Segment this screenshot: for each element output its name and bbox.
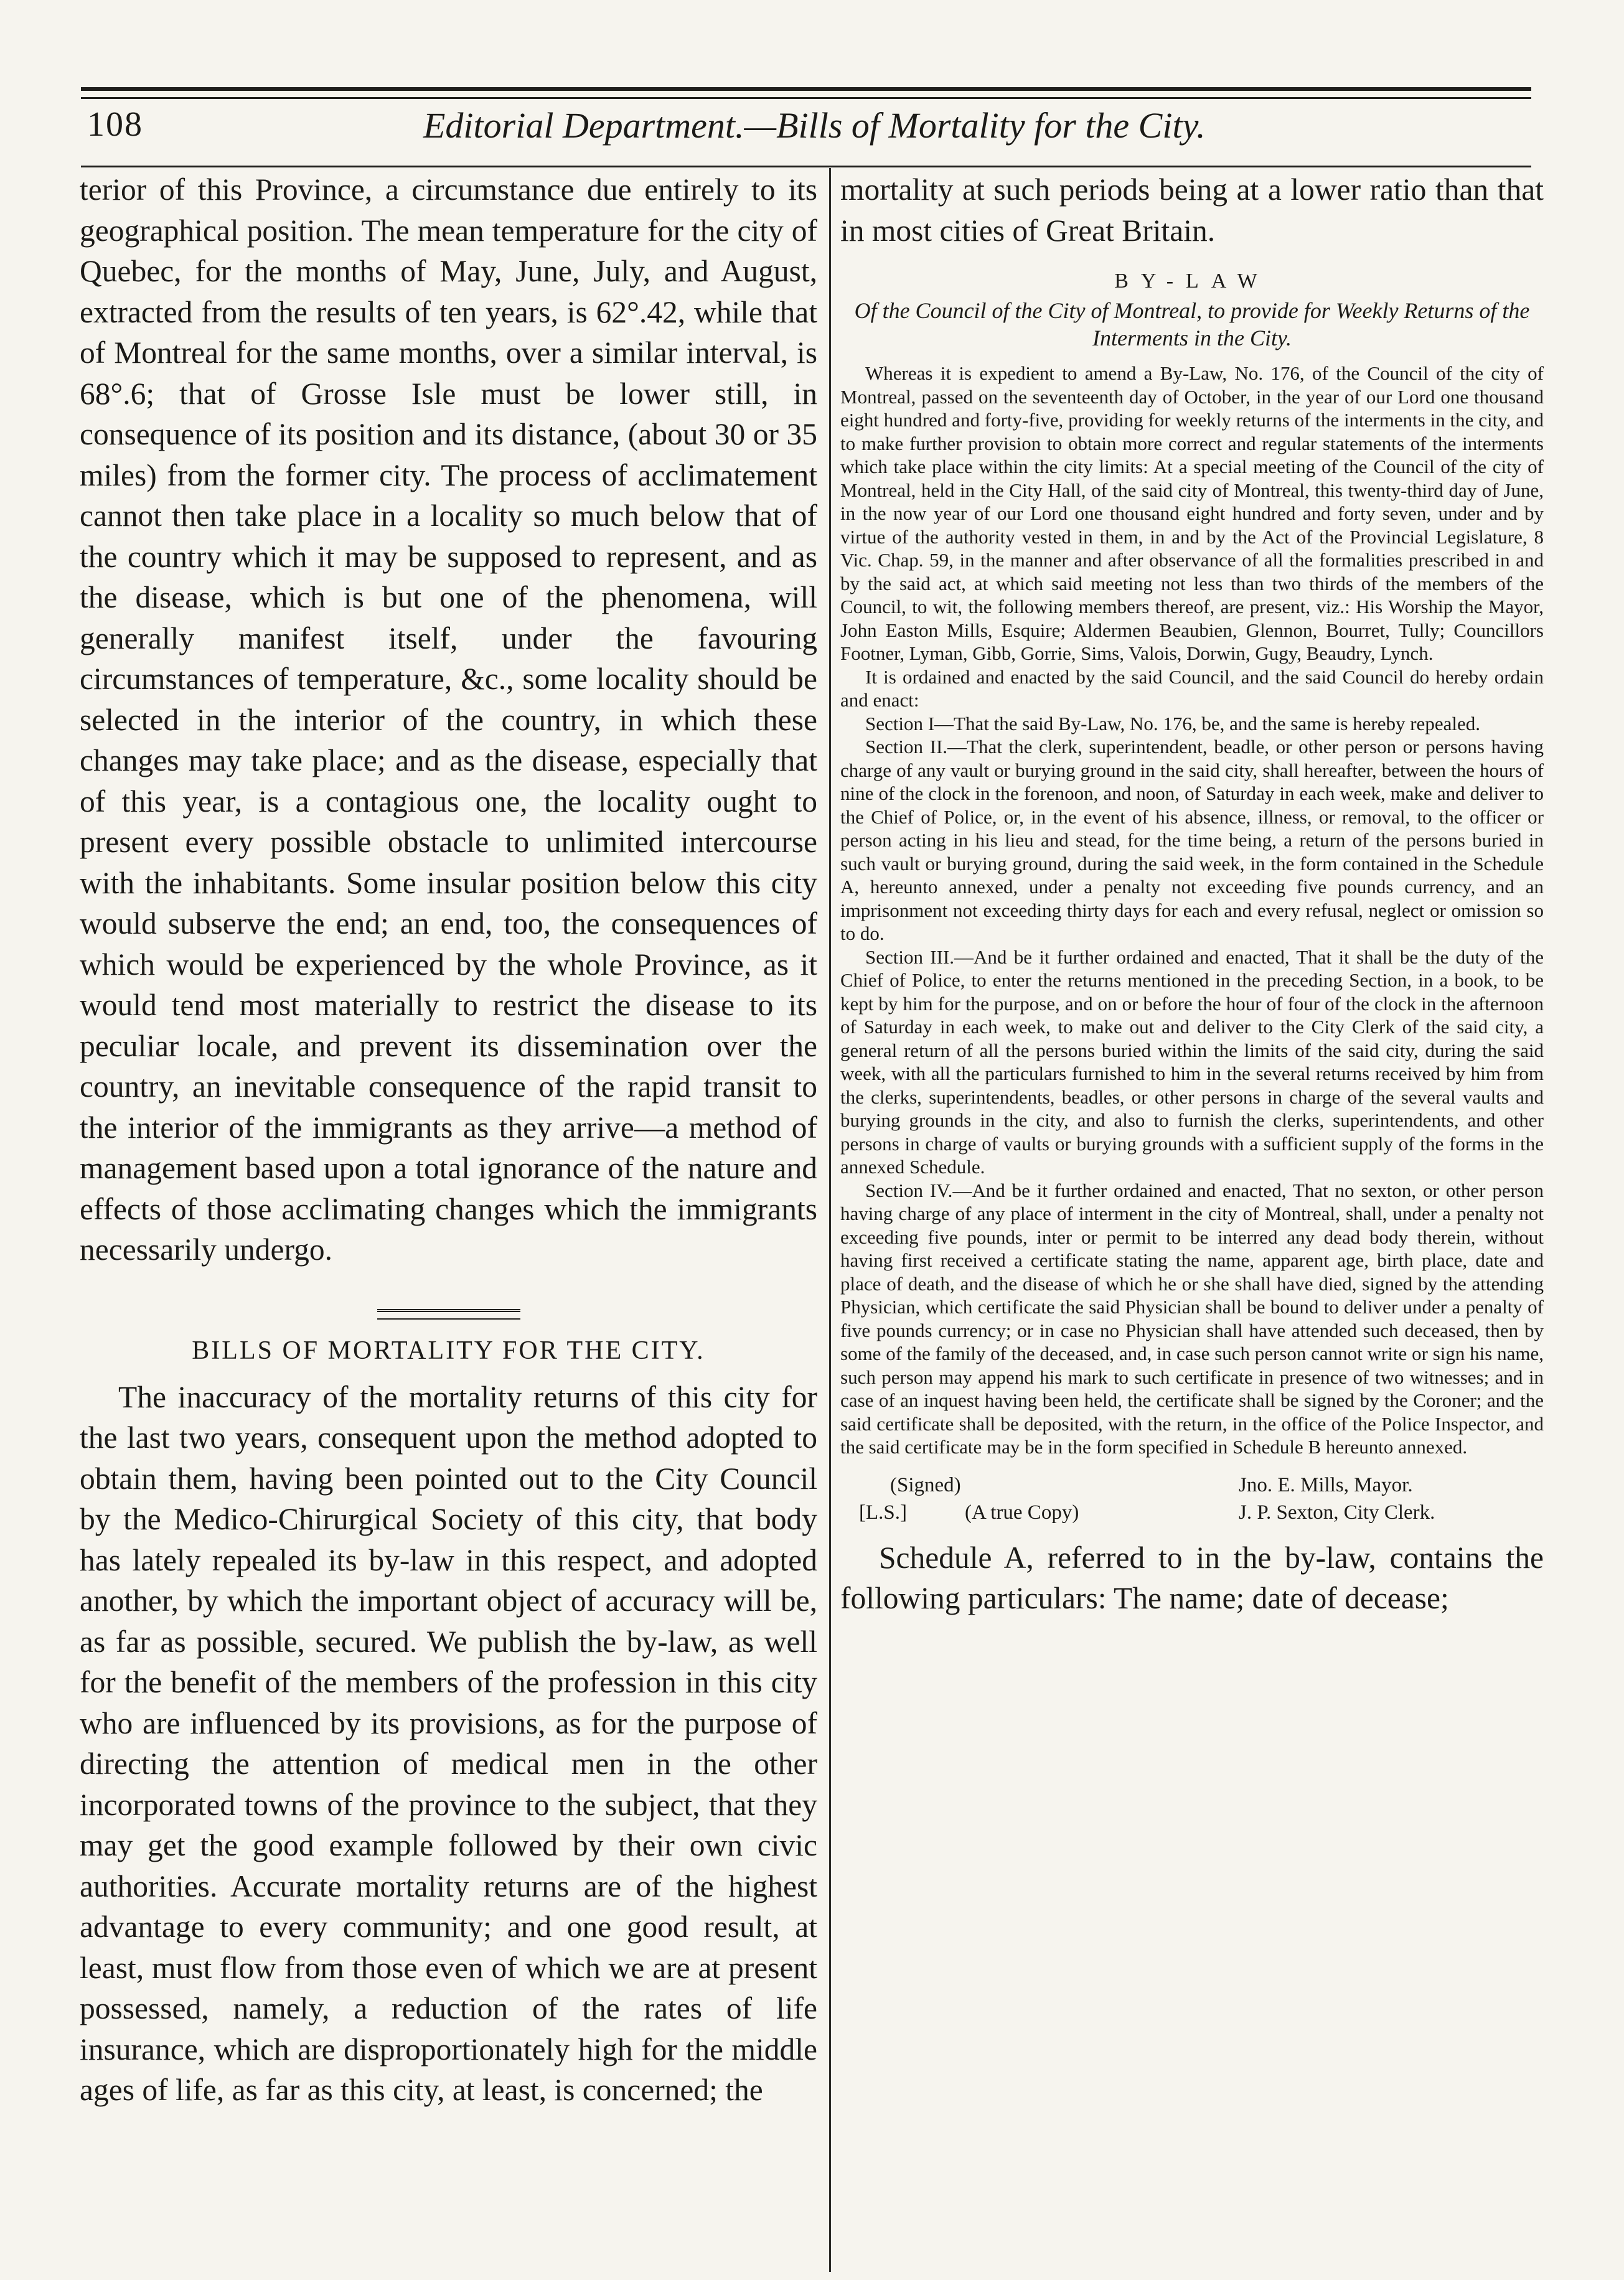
true-copy-label: (A true Copy) [965, 1501, 1079, 1524]
bylaw-section-3: Section III.—And be it further ordained and enacted, That it shall be the duty of the Chief of Police, to enter the returns mentioned in the preceding Section, in a book, to be kept by him for the purpose, and on or before the hour of four of the clock in the afternoon of Saturday in each week, to make out and deliver to the City Clerk of the said city, a general return of all the persons buried within the limits of the said city, during the said week, with all the particulars furnished to him in the several returns received by him from the clerks, superintendents, beadles, or other persons in charge of the several vaults and burying grounds in the city, and also to furnish the clerks, superintendents, and other persons in charge of vaults or burying grounds with a sufficient supply of the forms in the annexed Schedule. [840, 945, 1544, 1178]
bylaw-subtitle: Of the Council of the City of Montreal, to provide for Weekly Returns of the Interments in the City. [854, 298, 1530, 350]
header-bottom-rule [81, 166, 1531, 167]
bylaw-section-4: Section IV.—And be it further ordained and enacted, That no sexton, or other person having charge of any place of interment in the city of Montreal, shall, under a penalty not exceeding five pounds, inter or permit to be interred any dead body therein, without having first received a certificate stating the name, apparent age, birth place, date and place of death, and the disease of which he or she shall have died, signed by the attending Physician, which certificate the said Physician shall be bound to deliver under a penalty of five pounds currency; or in case no Physician shall have attended such deceased, then by some of the family of the deceased, and, in case such person cannot write or sign his name, such person may append his mark to such certificate in presence of two witnesses; and in case of an inquest having been held, the certificate shall be signed by the Coroner; and the said certificate shall be deposited, with the return, in the office of the Police Inspector, and the said certificate may be in the form specified in Schedule B hereunto annexed. [840, 1179, 1544, 1458]
seal-label: [L.S.] [859, 1501, 907, 1524]
bylaw-title: BY-LAW [1114, 270, 1270, 293]
left-paragraph-continued: terior of this Province, a circumstance due entirely to its geographical position. The mean temperature for the city of Quebec, for the months of May, June, July, and August, extracted from the results of ten years, is 62°.42, while that of Montreal for the same months, over a similar interval, is 68°.6; that of Grosse Isle must be lower still, in consequence of its position and its distance, (about 30 or 35 miles) from the former city. The process of acclimatement cannot then take place in a locality so much below that of the country which it may be supposed to represent, and as the disease, which is but one of the phenomena, will generally manifest itself, under the favouring circumstances of temperature, &c., some locality should be selected in the interior of the country, in which these changes may take place; and as the disease, especially that of this year, is a contagious one, the locality ought to present every possible obstacle to unlimited intercourse with the inhabitants. Some insular position below this city would subserve the end; an end, too, the consequences of which would be experienced by the whole Province, as it would tend most materially to restrict the disease to its peculiar locale, and prevent its dissemination over the country, an inevitable consequence of the rapid transit to the interior of the immigrants as they arrive—a method of management based upon a total ignorance of the nature and effects of those acclimating changes which the immigrants necessarily undergo. [80, 172, 817, 1267]
bylaw-section-2: Section II.—That the clerk, superintendent, beadle, or other person or persons having charge of any vault or burying ground in the said city, shall hereafter, between the hours of nine of the clock in the forenoon, and noon, of Saturday in each week, make and deliver to the Chief of Police, or, in the event of his absence, illness, or removal, to the officer or person acting in his lieu and stead, for the time being, a return of the persons buried in such vault or burying ground, during the said week, in the form contained in the Schedule A, hereunto annexed, under a penalty not exceeding five pounds currency, and an imprisonment not exceeding thirty days for each and every refusal, neglect or omission so to do. [840, 736, 1544, 944]
bylaw-ordained: It is ordained and enacted by the said Council, and the said Council do hereby ordain and enact: [840, 665, 1544, 711]
clerk-signature: J. P. Sexton, City Clerk. [1239, 1501, 1435, 1524]
right-intro-text: mortality at such periods being at a lower ratio than that in most cities of Great Britain. [840, 172, 1544, 248]
section-separator-rule [377, 1309, 520, 1320]
column-divider [829, 168, 831, 2272]
signed-label: (Signed) [890, 1473, 961, 1496]
section-title: BILLS OF MORTALITY FOR THE CITY. [192, 1336, 705, 1365]
left-column [80, 169, 817, 2111]
signature-block [840, 1471, 1544, 1531]
schedule-paragraph: Schedule A, referred to in the by-law, contains the following particulars: The name; date of decease; [840, 1540, 1544, 1615]
header-top-rule-thin [81, 97, 1531, 99]
bylaw-section-1: Section I—That the said By-Law, No. 176, be, and the same is hereby repealed. [865, 712, 1480, 734]
running-head: Editorial Department.—Bills of Mortality for the City. [423, 105, 1206, 146]
page-number: 108 [87, 105, 143, 144]
mayor-signature: Jno. E. Mills, Mayor. [1239, 1473, 1413, 1496]
right-column [840, 169, 1544, 1619]
header-top-rule [81, 87, 1531, 91]
left-paragraph-bills: The inaccuracy of the mortality returns of this city for the last two years, consequent upon the method adopted to obtain them, having been pointed out to the City Council by the Medico-Chirurgical Society of this city, that body has lately repealed its by-law in this respect, and adopted another, by which the important object of accuracy will be, as far as possible, secured. We publish the by-law, as well for the benefit of the members of the profession in this city who are influenced by its provisions, as for the purpose of directing the attention of medical men in the other incorporated towns of the province to the subject, that they may get the good example followed by their own civic authorities. Accurate mortality returns are of the highest advantage to every community; and one good result, at least, must flow from those even of which we are at present possessed, namely, a reduction of the rates of life insurance, which are disproportionately high for the middle ages of life, as far as this city, at least, is concerned; the [80, 1379, 817, 2107]
bylaw-whereas: Whereas it is expedient to amend a By-Law, No. 176, of the Council of the city of Montreal, passed on the seventeenth day of October, in the year of our Lord one thousand eight hundred and forty-five, providing for weekly returns of the interments in the city, and to make further provision to obtain more correct and regular statements of the interments which take place within the city limits: At a special meeting of the Council of the city of Montreal, held in the City Hall, of the said city of Montreal, this twenty-third day of June, in the now year of our Lord one thousand eight hundred and forty seven, under and by virtue of the authority vested in them, in and by the Act of the Provincial Legislature, 8 Vic. Chap. 59, in the manner and after observance of all the formalities prescribed in and by the said act, at which said meeting not less than two thirds of the members of the Council, to wit, the following members thereof, are present, viz.: His Worship the Mayor, John Easton Mills, Esquire; Aldermen Beaubien, Glennon, Bourret, Tully; Councillors Footner, Lyman, Gibb, Gorrie, Sims, Valois, Dorwin, Gugy, Beaudry, Lynch. [840, 362, 1544, 664]
